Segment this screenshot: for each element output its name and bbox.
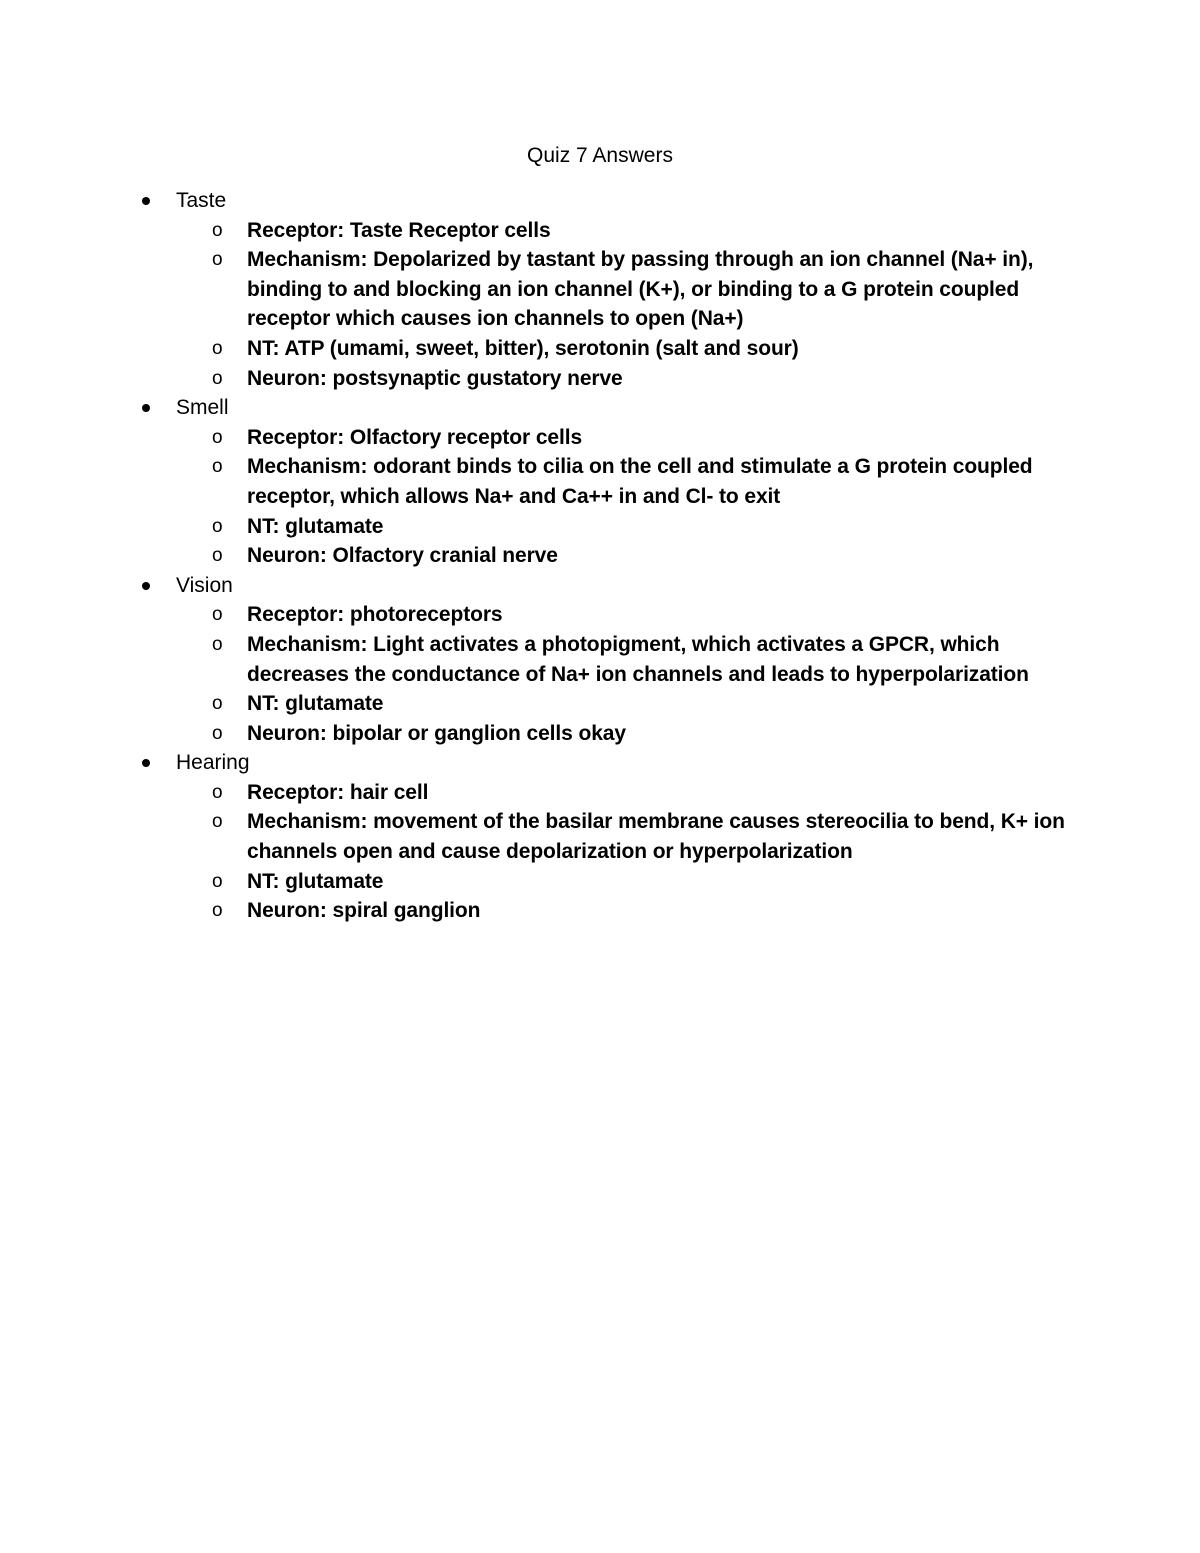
sub-list <box>0 600 1200 748</box>
sub-item-text: NT: glutamate <box>247 514 384 538</box>
sub-item-text: Receptor: hair cell <box>247 780 429 804</box>
sub-item-text: Neuron: postsynaptic gustatory nerve <box>247 366 623 390</box>
circle-bullet-icon: o <box>212 722 223 744</box>
circle-bullet-icon: o <box>212 604 223 626</box>
sub-list <box>0 216 1200 394</box>
circle-bullet-icon: o <box>212 870 223 892</box>
sub-item-neuron <box>0 896 1077 926</box>
sub-item-text: Neuron: bipolar or ganglion cells okay <box>247 721 626 745</box>
topic-taste <box>0 186 1200 393</box>
bullet-dot-icon <box>142 197 150 205</box>
sub-item-text: Mechanism: odorant binds to cilia on the cell and stimulate a G protein coupled receptor, which allows Na+ and Ca++ in and Cl- to exit <box>247 455 1033 508</box>
topic-row <box>0 748 1200 778</box>
sub-item-neuron <box>0 719 1077 749</box>
circle-bullet-icon: o <box>212 219 223 241</box>
sub-item-nt <box>0 689 1077 719</box>
topic-label: Hearing <box>176 751 250 775</box>
sub-item-text: Mechanism: movement of the basilar membrane causes stereocilia to bend, K+ ion channels open and cause depolarization or hyperpolarization <box>247 810 1065 864</box>
topic-label: Taste <box>176 189 227 212</box>
sub-item-text: Receptor: Olfactory receptor cells <box>247 425 583 449</box>
topic-row <box>0 571 1200 601</box>
bullet-dot-icon <box>142 759 150 767</box>
circle-bullet-icon: o <box>212 693 223 715</box>
circle-bullet-icon: o <box>212 900 223 922</box>
topic-hearing <box>0 748 1200 926</box>
sub-item-text: NT: glutamate <box>247 869 384 893</box>
circle-bullet-icon: o <box>212 633 223 655</box>
sub-item-receptor <box>0 778 1077 808</box>
sub-item-mechanism <box>0 452 1077 511</box>
sub-item-text: Receptor: photoreceptors <box>247 603 503 627</box>
circle-bullet-icon: o <box>212 456 223 478</box>
topic-label: Smell <box>176 396 229 420</box>
topic-row <box>0 393 1200 423</box>
sub-item-receptor <box>0 216 1077 246</box>
sub-item-nt <box>0 512 1077 542</box>
sub-item-text: NT: ATP (umami, sweet, bitter), serotonin (salt and sour) <box>247 336 799 360</box>
topic-smell <box>0 393 1200 571</box>
circle-bullet-icon: o <box>212 426 223 448</box>
sub-item-mechanism <box>0 245 1077 334</box>
sub-item-text: Neuron: spiral ganglion <box>247 899 481 923</box>
sub-item-receptor <box>0 423 1077 453</box>
sub-item-text: NT: glutamate <box>247 692 384 716</box>
sub-item-neuron <box>0 541 1077 571</box>
sub-item-neuron <box>0 364 1077 394</box>
sub-item-text: Receptor: Taste Receptor cells <box>247 218 551 242</box>
sub-item-mechanism <box>0 807 1077 866</box>
bullet-dot-icon <box>142 404 150 412</box>
circle-bullet-icon: o <box>212 811 223 833</box>
circle-bullet-icon: o <box>212 249 223 271</box>
circle-bullet-icon: o <box>212 337 223 359</box>
sub-item-nt <box>0 867 1077 897</box>
bullet-dot-icon <box>142 582 150 590</box>
page-title: Quiz 7 Answers <box>527 144 673 167</box>
circle-bullet-icon: o <box>212 367 223 389</box>
circle-bullet-icon: o <box>212 515 223 537</box>
sub-list <box>0 778 1200 926</box>
sub-item-text: Mechanism: Depolarized by tastant by passing through an ion channel (Na+ in), binding to and blocking an ion channel (K+), or binding to a G protein coupled receptor which causes ion channels to open (Na+) <box>247 248 1034 331</box>
sub-list <box>0 423 1200 571</box>
sub-item-text: Mechanism: Light activates a photopigment, which activates a GPCR, which decreases the conductance of Na+ ion channels and leads to hyperpolarization <box>247 632 1029 686</box>
topic-label: Vision <box>176 573 233 597</box>
sub-item-mechanism <box>0 630 1077 689</box>
sub-item-text: Neuron: Olfactory cranial nerve <box>247 544 558 568</box>
circle-bullet-icon: o <box>212 545 223 567</box>
sub-item-nt <box>0 334 1077 364</box>
sub-item-receptor <box>0 600 1077 630</box>
circle-bullet-icon: o <box>212 781 223 803</box>
topic-row <box>0 186 1200 216</box>
topic-vision <box>0 571 1200 749</box>
answer-outline <box>0 186 1200 926</box>
